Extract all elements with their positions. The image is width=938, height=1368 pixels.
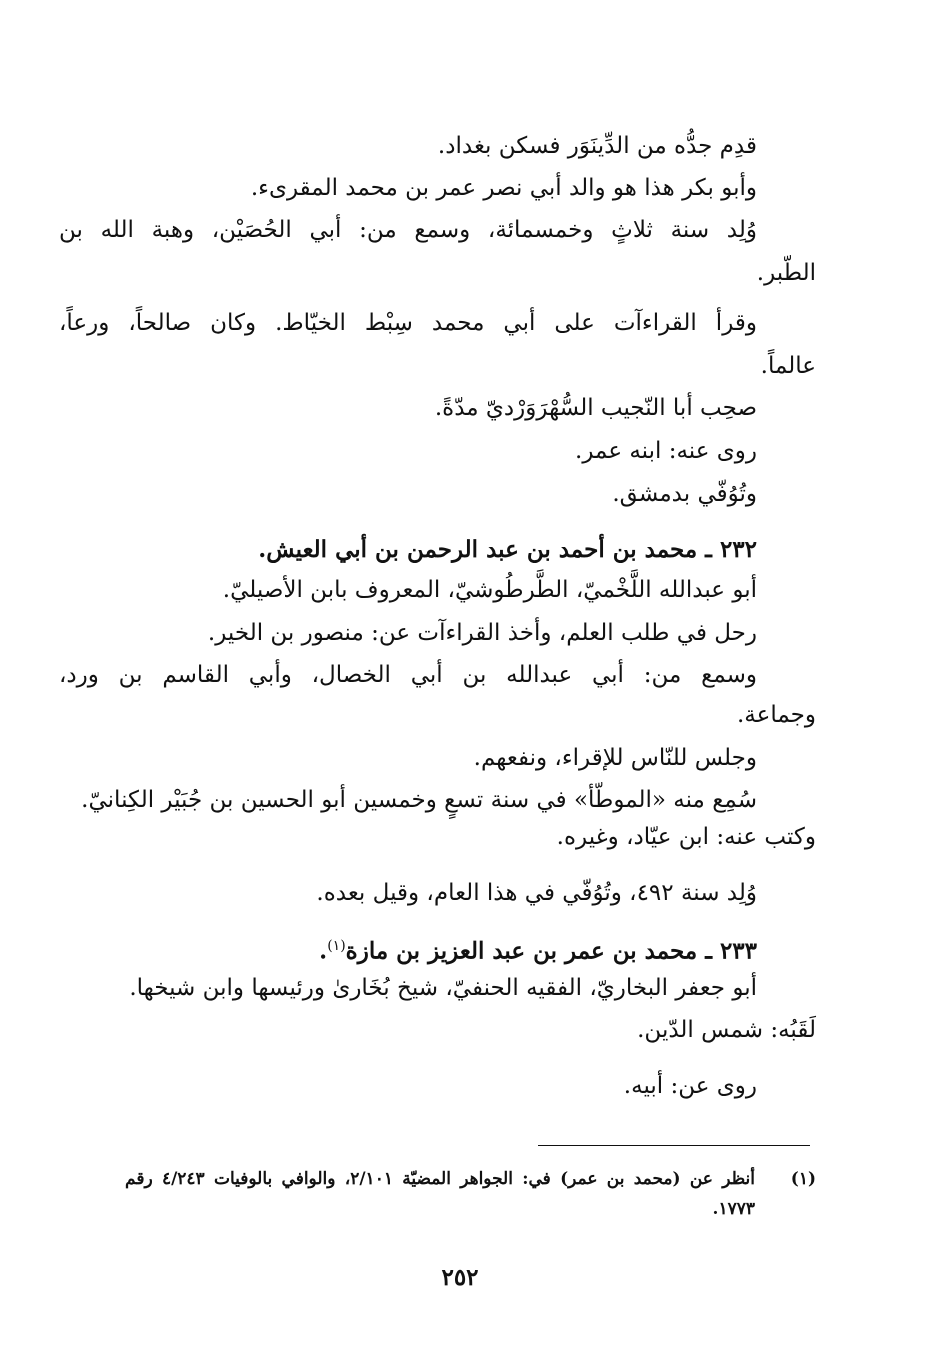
entry-heading-text: ٢٣٣ ـ محمد بن عمر بن عبد العزيز بن مازة (345, 937, 757, 965)
footnote-marker: (١) (327, 938, 346, 954)
footnote-number: (١) (790, 1169, 816, 1189)
text-line: وُلِد سنة ٤٩٢، وتُوُفّي في هذا العام، وقيل بعده. (316, 880, 757, 906)
footnote-separator (538, 1145, 810, 1146)
text-line: وقرأ القراءآت على أبي محمد سِبْط الخيّاط. وكان صالحاً، ورعاً، (59, 310, 757, 336)
text-line: قدِم جدُّه من الدِّينَوَر فسكن بغداد. (437, 133, 757, 159)
text-line: وُلِد سنة ثلاثٍ وخمسمائة، وسمع من: أبي الحُصَيْن، وهبة الله بن (59, 217, 757, 243)
text-line: أبو عبدالله اللَّخْميّ، الطَّرطُوشيّ، المعروف بابن الأصيليّ. (222, 577, 757, 603)
heading-period: . (319, 937, 328, 965)
footnote-text: أنظر عن (محمد بن عمر) في: الجواهر المضيّة ٢/١٠١، والوافي بالوفيات ٤/٢٤٣ رقم (125, 1169, 755, 1189)
text-line: وجماعة. (737, 702, 816, 728)
page-number: ٢٥٢ (441, 1264, 479, 1291)
text-line: وسمع من: أبي عبدالله بن أبي الخصال، وأبي القاسم بن ورد، (59, 662, 757, 688)
text-line: صحِب أبا النّجيب السُّهْرَوَرْديّ مدّةً. (434, 395, 757, 421)
text-line: عالماً. (760, 353, 816, 379)
text-line: لَقَبُه: شمس الدّين. (637, 1017, 816, 1043)
footnote-text: ١٧٧٣. (712, 1199, 755, 1219)
text-line: وجلس للنّاس للإقراء، ونفعهم. (473, 745, 757, 771)
text-line: أبو جعفر البخاريّ، الفقيه الحنفيّ، شيخ بُخَارىٰ ورئيسها وابن شيخها. (129, 975, 757, 1001)
text-line: سُمِع منه «الموطّأ» في سنة تسعٍ وخمسين أبو الحسين بن جُبَيْر الكِنانيّ. (81, 787, 757, 813)
text-line: الطّبر. (756, 260, 816, 286)
text-line: وتُوُفّي بدمشق. (612, 481, 757, 507)
text-line: وكتب عنه: ابن عيّاد، وغيره. (556, 824, 816, 850)
text-line: رحل في طلب العلم، وأخذ القراءآت عن: منصور بن الخير. (207, 620, 757, 646)
text-line: روى عن: أبيه. (623, 1073, 757, 1099)
text-line: وأبو بكر هذا هو والد أبي نصر عمر بن محمد المقرىء. (250, 175, 757, 201)
entry-heading (117, 929, 757, 969)
entry-heading: ٢٣٢ ـ محمد بن أحمد بن عبد الرحمن بن أبي العيش. (258, 536, 757, 563)
text-line: روى عنه: ابنه عمر. (575, 438, 757, 464)
